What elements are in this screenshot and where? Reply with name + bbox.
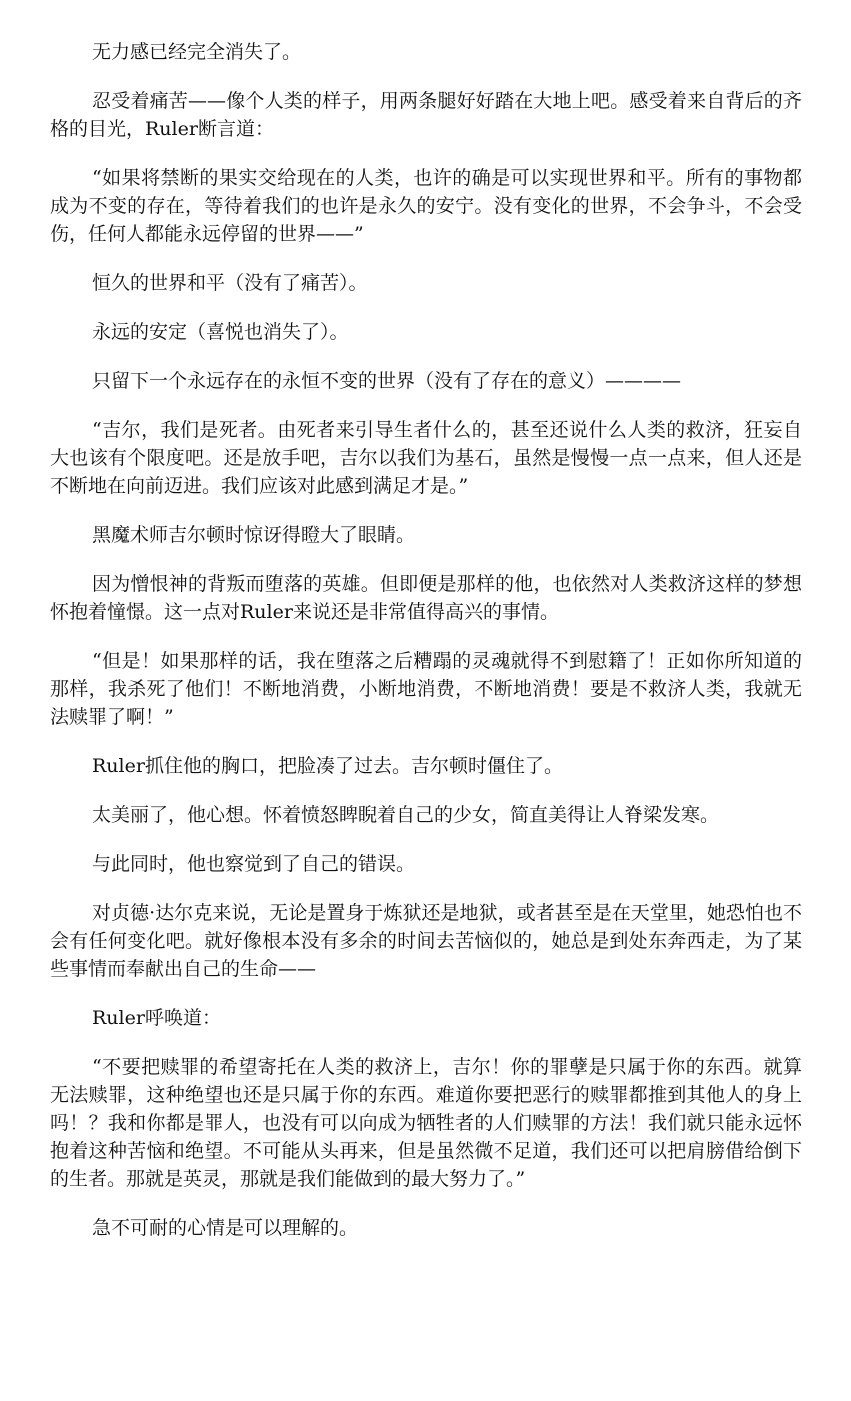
- paragraph: “但是！如果那样的话，我在堕落之后糟蹋的灵魂就得不到慰籍了！正如你所知道的那样，我杀死了他们！不断地消费，小断地消费，不断地消费！要是不救济人类，我就无法赎罪了啊！”: [50, 650, 802, 728]
- paragraph: 急不可耐的心情是可以理解的。: [92, 1217, 359, 1239]
- paragraph: Ruler呼唤道：: [92, 1007, 221, 1029]
- paragraph: 因为憎恨神的背叛而堕落的英雄。但即便是那样的他，也依然对人类救济这样的梦想怀抱着憧憬。这一点对Ruler来说还是非常值得高兴的事情。: [50, 573, 802, 623]
- paragraph: 与此同时，他也察觉到了自己的错误。: [92, 853, 416, 875]
- paragraph: “吉尔，我们是死者。由死者来引导生者什么的，甚至还说什么人类的救济，狂妄自大也该有个限度吧。还是放手吧，吉尔以我们为基石，虽然是慢慢一点一点来，但人还是不断地在向前迈进。我们应该对此感到满足才是。”: [50, 419, 802, 497]
- document-body: [50, 38, 802, 1242]
- paragraph: 黑魔术师吉尔顿时惊讶得瞪大了眼睛。: [92, 524, 416, 546]
- paragraph: 无力感已经完全消失了。: [92, 41, 302, 63]
- paragraph: Ruler抓住他的胸口，把脸凑了过去。吉尔顿时僵住了。: [92, 755, 563, 777]
- paragraph: “如果将禁断的果实交给现在的人类，也许的确是可以实现世界和平。所有的事物都成为不变的存在，等待着我们的也许是永久的安宁。没有变化的世界，不会争斗，不会受伤，任何人都能永远停留的世界——”: [50, 167, 802, 245]
- paragraph: 只留下一个永远存在的永恒不变的世界（没有了存在的意义）————: [92, 370, 682, 392]
- paragraph: 对贞德·达尔克来说，无论是置身于炼狱还是地狱，或者甚至是在天堂里，她恐怕也不会有任何变化吧。就好像根本没有多余的时间去苦恼似的，她总是到处东奔西走，为了某些事情而奉献出自己的生命——: [50, 902, 802, 980]
- paragraph: 忍受着痛苦——像个人类的样子，用两条腿好好踏在大地上吧。感受着来自背后的齐格的目光，Ruler断言道：: [50, 90, 802, 140]
- paragraph: “不要把赎罪的希望寄托在人类的救济上，吉尔！你的罪孽是只属于你的东西。就算无法赎罪，这种绝望也还是只属于你的东西。难道你要把恶行的赎罪都推到其他人的身上吗！？我和你都是罪人，也没有可以向成为牺牲者的人们赎罪的方法！我们就只能永远怀抱着这种苦恼和绝望。不可能从头再来，但是虽然微不足道，我们还可以把肩膀借给倒下的生者。那就是英灵，那就是我们能做到的最大努力了。”: [50, 1056, 802, 1190]
- paragraph: 恒久的世界和平（没有了痛苦）。: [92, 272, 368, 294]
- paragraph: 永远的安定（喜悦也消失了）。: [92, 321, 349, 343]
- paragraph: 太美丽了，他心想。怀着愤怒睥睨着自己的少女，简直美得让人脊梁发寒。: [92, 804, 720, 826]
